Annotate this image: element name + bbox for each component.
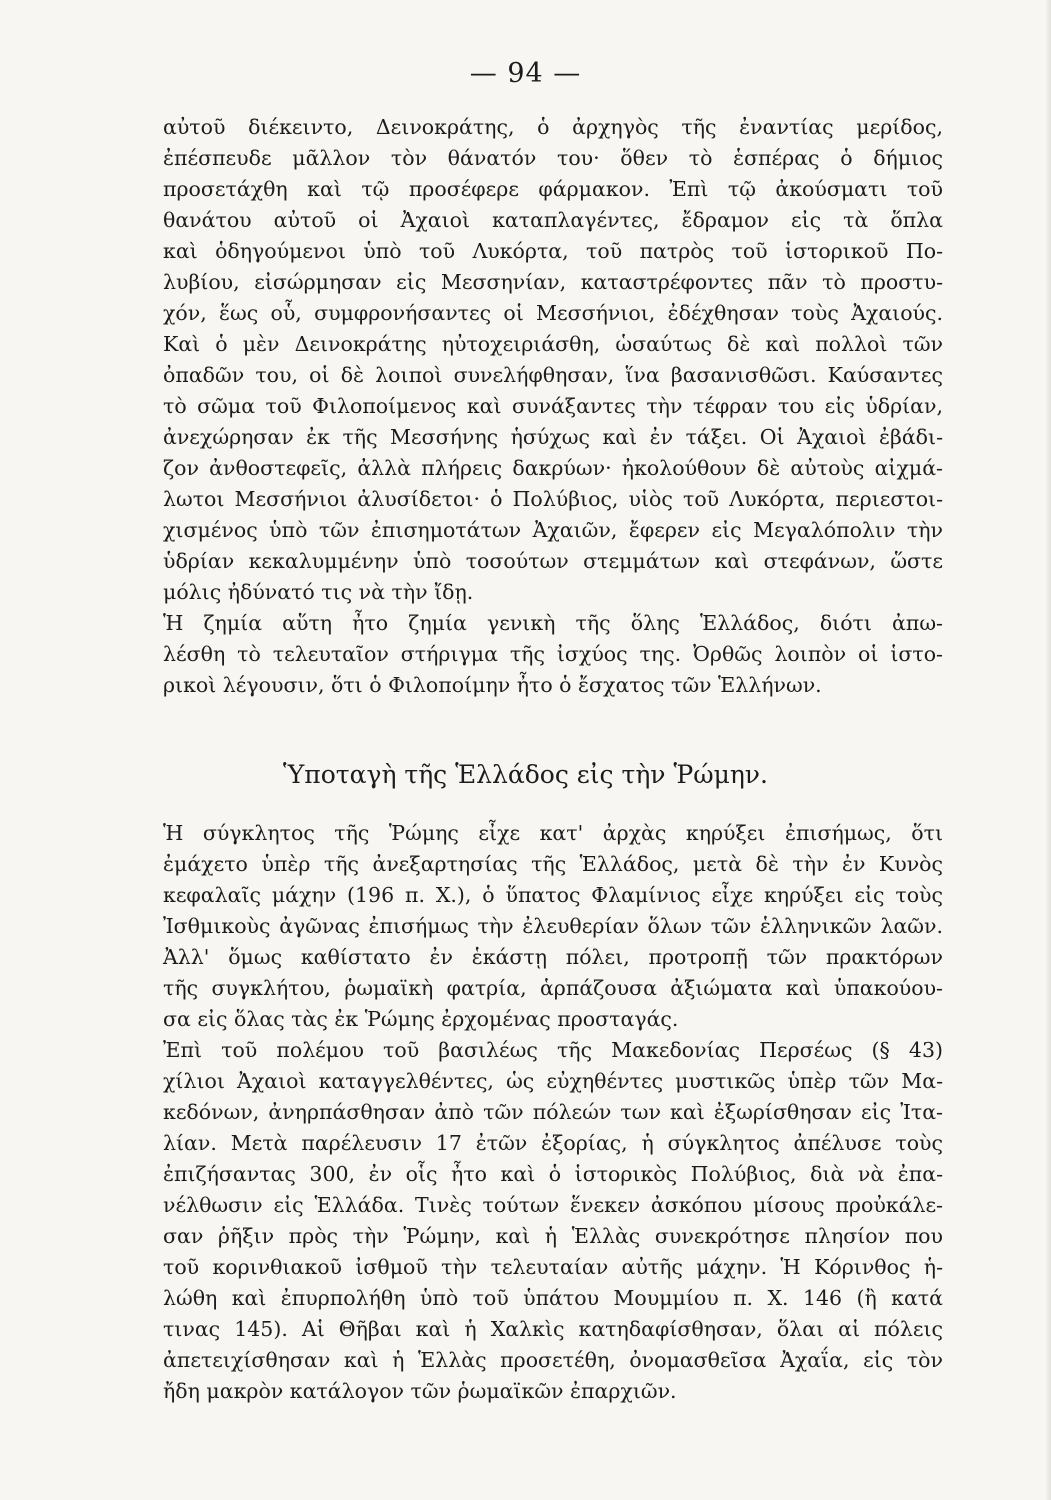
- text-line: προσετάχθη καὶ τῷ προσέφερε φάρμακον. Ἐπὶ τῷ ἀκούσματι τοῦ: [163, 177, 943, 201]
- text-line: χίλιοι Ἀχαιοὶ καταγγελθέντες, ὡς εὐχηθέντες μυστικῶς ὑπὲρ τῶν Μα-: [163, 1069, 943, 1093]
- text-line: ζον ἀνθοστεφεῖς, ἀλλὰ πλήρεις δακρύων· ἠκολούθουν δὲ αὐτοὺς αἰχμά-: [163, 456, 943, 480]
- text-line: χισμένος ὑπὸ τῶν ἐπισημοτάτων Ἀχαιῶν, ἔφερεν εἰς Μεγαλόπολιν τὴν: [163, 518, 943, 542]
- text-line: τῆς συγκλήτου, ῥωμαϊκὴ φατρία, ἁρπάζουσα ἀξιώματα καὶ ὑπακούου-: [163, 976, 943, 1000]
- page-number: — 94 —: [469, 58, 582, 89]
- text-line: ἐπέσπευδε μᾶλλον τὸν θάνατόν του· ὅθεν τὸ ἑσπέρας ὁ δήμιος: [163, 146, 943, 170]
- text-line: λωτοι Μεσσήνιοι ἀλυσίδετοι· ὁ Πολύβιος, υἱὸς τοῦ Λυκόρτα, περιεστοι-: [163, 487, 943, 511]
- paragraph-submission: [163, 818, 943, 1407]
- text-line: χόν, ἕως οὗ, συμφρονήσαντες οἱ Μεσσήνιοι, ἐδέχθησαν τοὺς Ἀχαιούς.: [163, 301, 943, 325]
- text-line: τὸ σῶμα τοῦ Φιλοποίμενος καὶ συνάξαντες τὴν τέφραν του εἰς ὑδρίαν,: [163, 394, 943, 418]
- text-line: Καὶ ὁ μὲν Δεινοκράτης ηὐτοχειριάσθη, ὡσαύτως δὲ καὶ πολλοὶ τῶν: [163, 332, 943, 356]
- text-line: Ἡ σύγκλητος τῆς Ῥώμης εἶχε κατ' ἀρχὰς κηρύξει ἐπισήμως, ὅτι: [163, 821, 943, 845]
- text-line: λυβίου, εἰσώρμησαν εἰς Μεσσηνίαν, καταστρέφοντες πᾶν τὸ προστυ-: [163, 270, 943, 294]
- text-line: σαν ῥῆξιν πρὸς τὴν Ῥώμην, καὶ ἡ Ἑλλὰς συνεκρότησε πλησίον που: [163, 1224, 943, 1248]
- text-line: ρικοὶ λέγουσιν, ὅτι ὁ Φιλοποίμην ἦτο ὁ ἔσχατος τῶν Ἑλλήνων.: [163, 673, 822, 697]
- text-line: λέσθη τὸ τελευταῖον στήριγμα τῆς ἰσχύος της. Ὀρθῶς λοιπὸν οἱ ἱστο-: [163, 642, 943, 666]
- text-line: ἐμάχετο ὑπὲρ τῆς ἀνεξαρτησίας τῆς Ἑλλάδος, μετὰ δὲ τὴν ἐν Κυνὸς: [163, 852, 943, 876]
- text-line: ἀνεχώρησαν ἐκ τῆς Μεσσήνης ἡσύχως καὶ ἐν τάξει. Οἱ Ἀχαιοὶ ἐβάδι-: [163, 425, 943, 449]
- text-line: ἤδη μακρὸν κατάλογον τῶν ῥωμαϊκῶν ἐπαρχιῶν.: [163, 1379, 677, 1403]
- paragraph-philopoemen-death: [163, 112, 943, 701]
- text-line: λώθη καὶ ἐπυρπολήθη ὑπὸ τοῦ ὑπάτου Μουμμίου π. Χ. 146 (ἢ κατά: [163, 1286, 943, 1310]
- text-line: ἀπετειχίσθησαν καὶ ἡ Ἑλλὰς προσετέθη, ὀνομασθεῖσα Ἀχαΐα, εἰς τὸν: [163, 1348, 943, 1372]
- text-line: τοῦ κορινθιακοῦ ἰσθμοῦ τὴν τελευταίαν αὐτῆς μάχην. Ἡ Κόρινθος ἡ-: [163, 1255, 943, 1279]
- text-line: Ἡ ζημία αὕτη ἦτο ζημία γενικὴ τῆς ὅλης Ἑλλάδος, διότι ἀπω-: [163, 611, 943, 635]
- text-line: θανάτου αὐτοῦ οἱ Ἀχαιοὶ καταπλαγέντες, ἔδραμον εἰς τὰ ὅπλα: [163, 208, 943, 232]
- text-line: νέλθωσιν εἰς Ἑλλάδα. Τινὲς τούτων ἕνεκεν ἀσκόπου μίσους προὐκάλε-: [163, 1193, 943, 1217]
- text-line: καὶ ὁδηγούμενοι ὑπὸ τοῦ Λυκόρτα, τοῦ πατρὸς τοῦ ἱστορικοῦ Πο-: [163, 239, 943, 263]
- text-line: ὑδρίαν κεκαλυμμένην ὑπὸ τοσούτων στεμμάτων καὶ στεφάνων, ὥστε: [163, 549, 943, 573]
- text-line: αὐτοῦ διέκειντο, Δεινοκράτης, ὁ ἀρχηγὸς τῆς ἐναντίας μερίδος,: [163, 115, 943, 139]
- text-line: κεφαλαῖς μάχην (196 π. Χ.), ὁ ὕπατος Φλαμίνιος εἶχε κηρύξει εἰς τοὺς: [163, 883, 943, 907]
- text-line: τινας 145). Αἱ Θῆβαι καὶ ἡ Χαλκὶς κατηδαφίσθησαν, ὅλαι αἱ πόλεις: [163, 1317, 943, 1341]
- page-edge-shadow: [1045, 0, 1051, 1500]
- text-line: κεδόνων, ἀνηρπάσθησαν ἀπὸ τῶν πόλεών των καὶ ἐξωρίσθησαν εἰς Ἰτα-: [163, 1100, 943, 1124]
- text-line: ἐπιζήσαντας 300, ἐν οἷς ἦτο καὶ ὁ ἱστορικὸς Πολύβιος, διὰ νὰ ἐπα-: [163, 1162, 943, 1186]
- section-heading: Ὑποταγὴ τῆς Ἑλλάδος εἰς τὴν Ῥώμην.: [283, 760, 768, 789]
- text-line: σα εἰς ὅλας τὰς ἐκ Ῥώμης ἐρχομένας προσταγάς.: [163, 1007, 679, 1031]
- text-line: Ἀλλ' ὅμως καθίστατο ἐν ἑκάστῃ πόλει, προτροπῇ τῶν πρακτόρων: [163, 945, 943, 969]
- text-line: Ἰσθμικοὺς ἀγῶνας ἐπισήμως τὴν ἐλευθερίαν ὅλων τῶν ἑλληνικῶν λαῶν.: [163, 914, 943, 938]
- text-line: Ἐπὶ τοῦ πολέμου τοῦ βασιλέως τῆς Μακεδονίας Περσέως (§ 43): [163, 1038, 943, 1062]
- text-line: ὀπαδῶν του, οἱ δὲ λοιποὶ συνελήφθησαν, ἵνα βασανισθῶσι. Καύσαντες: [163, 363, 943, 387]
- text-line: λίαν. Μετὰ παρέλευσιν 17 ἐτῶν ἐξορίας, ἡ σύγκλητος ἀπέλυσε τοὺς: [163, 1131, 943, 1155]
- text-line: μόλις ἠδύνατό τις νὰ τὴν ἴδῃ.: [163, 580, 474, 604]
